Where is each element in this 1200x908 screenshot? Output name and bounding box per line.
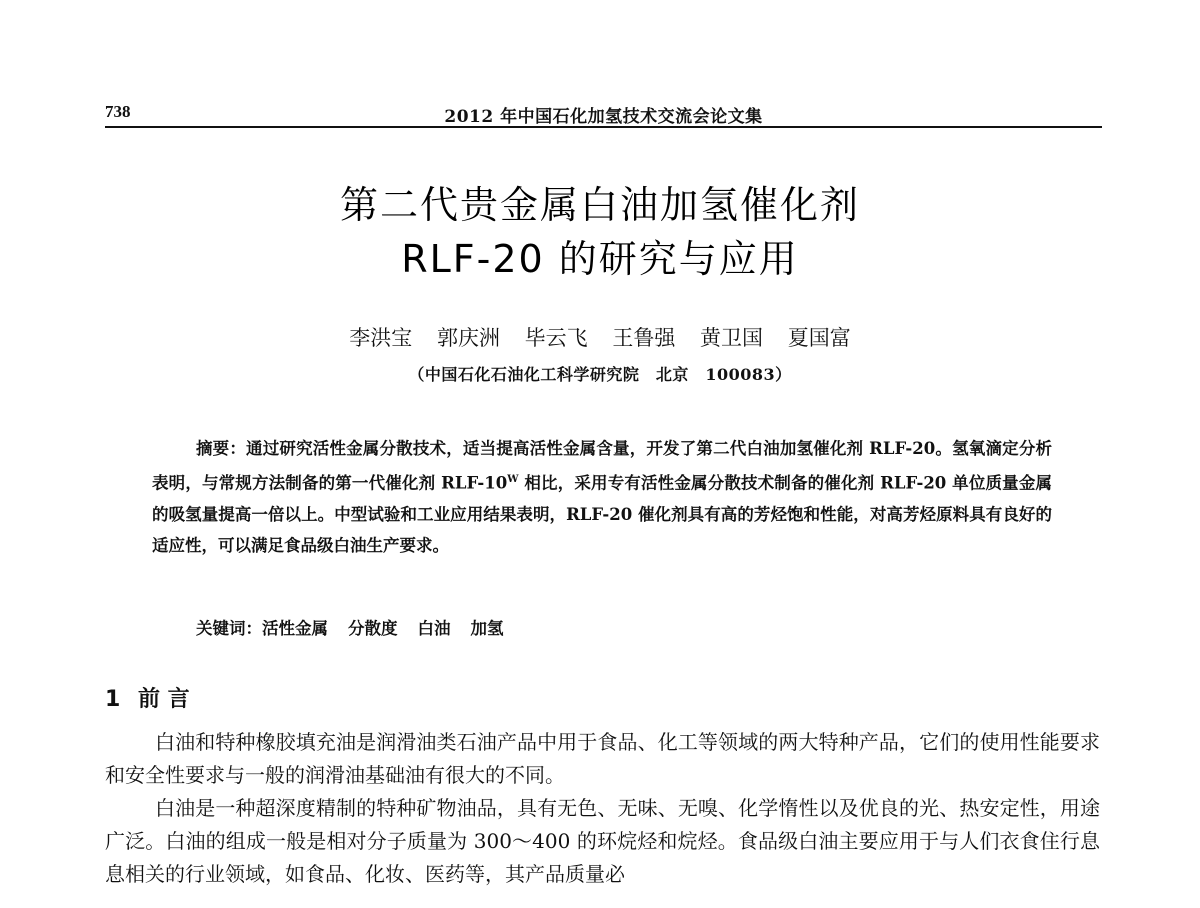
body-paragraph: 白油是一种超深度精制的特种矿物油品，具有无色、无味、无嗅、化学惰性以及优良的光、热安定性，用途广泛。白油的组成一般是相对分子质量为 300～400 的环烷烃和烷烃。食品级白油主要应用于与人们衣食住行息息相关的行业领域，如食品、化妆、医药等，其产品质量必 <box>105 796 1100 886</box>
author-name: 李洪宝 <box>349 326 413 350</box>
abstract <box>152 433 1052 561</box>
abstract-superscript: W <box>507 474 519 485</box>
header-rule <box>105 126 1102 128</box>
author-name: 郭庆洲 <box>436 326 500 350</box>
section-heading <box>105 682 190 713</box>
section-body <box>105 726 1100 891</box>
running-header <box>105 100 1102 126</box>
paper-title-line-2: RLF-20 的研究与应用 <box>401 237 799 281</box>
abstract-text-continued: 相比，采用专有活性金属分散技术制备的催化剂 RLF-20 单位质量金属的吸氢量提高一倍以上。中型试验和工业应用结果表明，RLF-20 催化剂具有高的芳烃饱和性能，对高芳烃原料具有良好的适应性，可以满足食品级白油生产要求。 <box>152 473 1052 555</box>
keywords <box>196 615 524 639</box>
keyword: 分散度 <box>348 619 398 638</box>
keyword: 加氢 <box>470 619 504 638</box>
section-title: 前 言 <box>137 687 190 712</box>
paper-title-line-1: 第二代贵金属白油加氢催化剂 <box>339 183 860 227</box>
keywords-label: 关键词： <box>196 619 262 638</box>
keyword: 活性金属 <box>262 619 328 638</box>
section-number: 1 <box>105 687 121 712</box>
abstract-label: 摘要： <box>196 439 247 458</box>
abstract-text: 通过研究活性金属分散技术，适当提高活性金属含量，开发了第二代白油加氢催化剂 RLF-20。氢氧滴定分析表明，与常规方法制备的第一代催化剂 RLF-10 <box>152 439 1053 493</box>
author-list <box>0 322 1200 352</box>
author-name: 毕云飞 <box>524 326 588 350</box>
keyword: 白油 <box>417 619 451 638</box>
author-name: 黄卫国 <box>700 326 764 350</box>
author-name: 夏国富 <box>787 326 851 350</box>
running-title: 2012 年中国石化加氢技术交流会论文集 <box>444 107 763 127</box>
page-number: 738 <box>105 102 131 121</box>
author-name: 王鲁强 <box>612 326 676 350</box>
body-paragraph: 白油和特种橡胶填充油是润滑油类石油产品中用于食品、化工等领域的两大特种产品，它们的使用性能要求和安全性要求与一般的润滑油基础油有很大的不同。 <box>105 730 1100 787</box>
affiliation: （中国石化石油化工科学研究院 北京 100083） <box>408 365 792 384</box>
